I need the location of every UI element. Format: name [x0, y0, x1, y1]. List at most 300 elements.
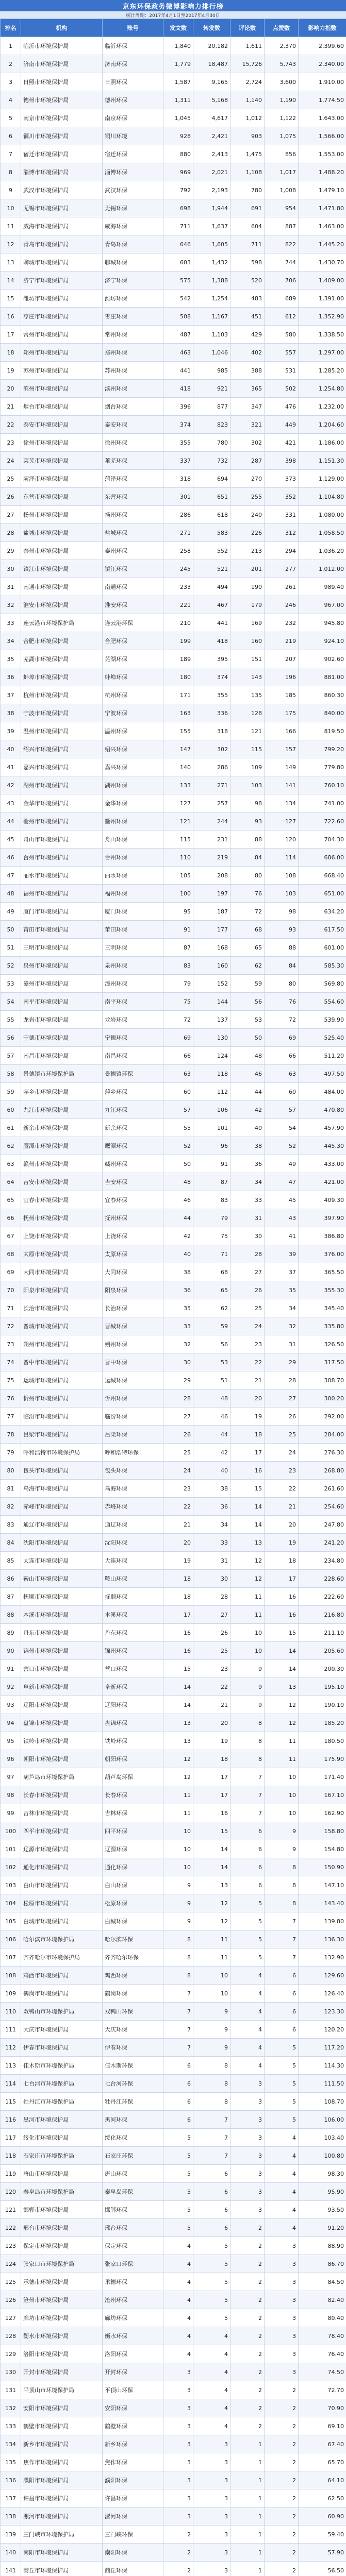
table-row[interactable]: [1, 2075, 346, 2093]
table-row[interactable]: [1, 1371, 346, 1389]
likes-cell: 4: [265, 2129, 299, 2147]
table-row[interactable]: [1, 1967, 346, 1985]
table-row[interactable]: [1, 2201, 346, 2219]
rank-cell: 12: [1, 235, 21, 253]
table-row[interactable]: [1, 2291, 346, 2309]
table-row[interactable]: [1, 1498, 346, 1516]
agency-cell: 烟台市环境保护局: [21, 398, 103, 416]
account-cell: 丽水环保: [103, 867, 163, 885]
influence-cell: 175.90: [299, 1750, 346, 1768]
reposts-cell: 40: [193, 1462, 230, 1480]
table-row[interactable]: [1, 1281, 346, 1299]
table-row[interactable]: [1, 1606, 346, 1624]
reposts-cell: 780: [193, 434, 230, 452]
comments-cell: 30: [230, 1227, 265, 1245]
table-row[interactable]: [1, 326, 346, 344]
table-row[interactable]: [1, 37, 346, 55]
table-row[interactable]: [1, 2003, 346, 2021]
table-row[interactable]: [1, 2471, 346, 2489]
reposts-cell: 44: [193, 1426, 230, 1444]
table-row[interactable]: [1, 1804, 346, 1822]
account-cell: 赣州环保: [103, 1155, 163, 1173]
table-row[interactable]: [1, 434, 346, 452]
table-row[interactable]: [1, 344, 346, 362]
table-row[interactable]: [1, 398, 346, 416]
rank-cell: 33: [1, 614, 21, 632]
table-row[interactable]: [1, 686, 346, 704]
table-row[interactable]: [1, 470, 346, 488]
rank-cell: 104: [1, 1894, 21, 1912]
comments-cell: 5: [230, 1894, 265, 1912]
table-row[interactable]: [1, 2165, 346, 2183]
rank-cell: 46: [1, 849, 21, 867]
table-row[interactable]: [1, 1876, 346, 1894]
table-row[interactable]: [1, 2526, 346, 2544]
table-row[interactable]: [1, 722, 346, 740]
agency-cell: 鞍山市环境保护局: [21, 1570, 103, 1588]
reposts-cell: 1,167: [193, 308, 230, 326]
table-row[interactable]: [1, 1155, 346, 1173]
table-row[interactable]: [1, 1624, 346, 1642]
table-row[interactable]: [1, 2327, 346, 2345]
influence-cell: 70.90: [299, 2399, 346, 2417]
likes-cell: 352: [265, 488, 299, 506]
table-row[interactable]: [1, 1930, 346, 1948]
table-row[interactable]: [1, 578, 346, 596]
posts-cell: 24: [163, 1462, 193, 1480]
posts-cell: 374: [163, 416, 193, 434]
rank-cell: 74: [1, 1353, 21, 1371]
table-row[interactable]: [1, 632, 346, 650]
table-row[interactable]: [1, 452, 346, 470]
likes-cell: 17: [265, 1570, 299, 1588]
table-row[interactable]: [1, 993, 346, 1011]
agency-cell: 营口市环境保护局: [21, 1660, 103, 1678]
table-row[interactable]: [1, 975, 346, 993]
comments-cell: 46: [230, 1065, 265, 1083]
table-row[interactable]: [1, 1263, 346, 1281]
reposts-cell: 18: [193, 1750, 230, 1768]
table-row[interactable]: [1, 2057, 346, 2075]
rank-cell: 54: [1, 993, 21, 1011]
table-row[interactable]: [1, 614, 346, 632]
table-row[interactable]: [1, 2363, 346, 2381]
table-row[interactable]: [1, 2129, 346, 2147]
likes-cell: 11: [265, 1732, 299, 1750]
reposts-cell: 694: [193, 470, 230, 488]
posts-cell: 5: [163, 2165, 193, 2183]
table-row[interactable]: [1, 488, 346, 506]
table-row[interactable]: [1, 1948, 346, 1967]
agency-cell: 吉林市环境保护局: [21, 1804, 103, 1822]
table-row[interactable]: [1, 1480, 346, 1498]
table-row[interactable]: [1, 2219, 346, 2237]
account-cell: 通辽环保: [103, 1516, 163, 1534]
table-row[interactable]: [1, 1047, 346, 1065]
comments-cell: 109: [230, 758, 265, 776]
reposts-cell: 4: [193, 2381, 230, 2399]
table-row[interactable]: [1, 1426, 346, 1444]
reposts-cell: 112: [193, 1083, 230, 1101]
table-row[interactable]: [1, 2562, 346, 2576]
table-row[interactable]: [1, 1642, 346, 1660]
posts-cell: 4: [163, 2345, 193, 2363]
table-row[interactable]: [1, 308, 346, 326]
table-row[interactable]: [1, 1588, 346, 1606]
likes-cell: 449: [265, 416, 299, 434]
posts-cell: 23: [163, 1480, 193, 1498]
table-row[interactable]: [1, 831, 346, 849]
column-header-comments[interactable]: 评论数: [230, 19, 265, 37]
table-row[interactable]: [1, 2111, 346, 2129]
table-row[interactable]: [1, 2507, 346, 2526]
table-row[interactable]: [1, 2255, 346, 2273]
reposts-cell: 16: [193, 1804, 230, 1822]
comments-cell: 1,611: [230, 37, 265, 55]
column-header-rank[interactable]: 排名: [1, 19, 21, 37]
table-row[interactable]: [1, 2021, 346, 2039]
table-row[interactable]: [1, 1065, 346, 1083]
table-row[interactable]: [1, 163, 346, 181]
agency-cell: 吉安市环境保护局: [21, 1173, 103, 1191]
comments-cell: 6: [230, 1840, 265, 1858]
account-cell: 廊坊环保: [103, 2309, 163, 2327]
posts-cell: 105: [163, 867, 193, 885]
rank-cell: 113: [1, 2057, 21, 2075]
influence-cell: 95.90: [299, 2183, 346, 2201]
influence-cell: 335.80: [299, 1317, 346, 1335]
table-row[interactable]: [1, 1408, 346, 1426]
comments-cell: 88: [230, 831, 265, 849]
table-row[interactable]: [1, 1714, 346, 1732]
table-row[interactable]: [1, 650, 346, 668]
reposts-cell: 65: [193, 1281, 230, 1299]
table-row[interactable]: [1, 1750, 346, 1768]
reposts-cell: 36: [193, 1498, 230, 1516]
column-header-reposts[interactable]: 转发数: [193, 19, 230, 37]
account-cell: 濮阳环保: [103, 2471, 163, 2489]
likes-cell: 7: [265, 1912, 299, 1930]
rank-cell: 85: [1, 1552, 21, 1570]
table-row[interactable]: [1, 1858, 346, 1876]
rank-cell: 128: [1, 2327, 21, 2345]
comments-cell: 36: [230, 1155, 265, 1173]
table-row[interactable]: [1, 145, 346, 163]
influence-cell: 67.40: [299, 2435, 346, 2453]
comments-cell: 7: [230, 1804, 265, 1822]
likes-cell: 207: [265, 650, 299, 668]
agency-cell: 莱芜市环境保护局: [21, 452, 103, 470]
table-row[interactable]: [1, 596, 346, 614]
posts-cell: 91: [163, 921, 193, 939]
table-row[interactable]: [1, 1840, 346, 1858]
table-row[interactable]: [1, 2544, 346, 2562]
table-row[interactable]: [1, 1822, 346, 1840]
table-row[interactable]: [1, 704, 346, 722]
influence-cell: 1,204.60: [299, 416, 346, 434]
table-row[interactable]: [1, 73, 346, 91]
table-row[interactable]: [1, 849, 346, 867]
rank-cell: 80: [1, 1462, 21, 1480]
posts-cell: 441: [163, 362, 193, 380]
likes-cell: 41: [265, 1227, 299, 1245]
posts-cell: 33: [163, 1317, 193, 1335]
influence-cell: 308.70: [299, 1371, 346, 1389]
table-row[interactable]: [1, 1570, 346, 1588]
table-row[interactable]: [1, 1678, 346, 1696]
table-row[interactable]: [1, 1768, 346, 1786]
influence-cell: 668.40: [299, 867, 346, 885]
table-row[interactable]: [1, 542, 346, 560]
agency-cell: 衡水市环境保护局: [21, 2327, 103, 2345]
table-row[interactable]: [1, 181, 346, 199]
agency-cell: 包头市环境保护局: [21, 1462, 103, 1480]
table-row[interactable]: [1, 1786, 346, 1804]
rank-cell: 116: [1, 2111, 21, 2129]
table-row[interactable]: [1, 758, 346, 776]
posts-cell: 110: [163, 849, 193, 867]
reposts-cell: 2,021: [193, 163, 230, 181]
table-row[interactable]: [1, 1660, 346, 1678]
agency-cell: 青岛市环境保护局: [21, 235, 103, 253]
account-cell: 锦州环保: [103, 1642, 163, 1660]
likes-cell: 103: [265, 885, 299, 903]
column-header-account[interactable]: 账号: [103, 19, 163, 37]
table-row[interactable]: [1, 506, 346, 524]
comments-cell: 4: [230, 2039, 265, 2057]
table-row[interactable]: [1, 416, 346, 434]
influence-cell: 76.40: [299, 2345, 346, 2363]
table-row[interactable]: [1, 1101, 346, 1119]
table-row[interactable]: [1, 1732, 346, 1750]
table-row[interactable]: [1, 1083, 346, 1101]
rank-cell: 129: [1, 2345, 21, 2363]
column-header-agency[interactable]: 机构: [21, 19, 103, 37]
reposts-cell: 53: [193, 1353, 230, 1371]
account-cell: 邯郸环保: [103, 2201, 163, 2219]
agency-cell: 常州市环境保护局: [21, 326, 103, 344]
table-row[interactable]: [1, 668, 346, 686]
reposts-cell: 5: [193, 2255, 230, 2273]
agency-cell: 忻州市环境保护局: [21, 1389, 103, 1408]
table-row[interactable]: [1, 939, 346, 957]
table-row[interactable]: [1, 2147, 346, 2165]
table-row[interactable]: [1, 199, 346, 217]
table-row[interactable]: [1, 217, 346, 235]
column-header-influence[interactable]: 影响力指数: [299, 19, 346, 37]
account-cell: 赤峰环保: [103, 1498, 163, 1516]
reposts-cell: 168: [193, 939, 230, 957]
agency-cell: 本溪市环境保护局: [21, 1606, 103, 1624]
table-row[interactable]: [1, 1516, 346, 1534]
influence-cell: 106.00: [299, 2111, 346, 2129]
table-row[interactable]: [1, 560, 346, 578]
likes-cell: 13: [265, 1678, 299, 1696]
reposts-cell: 2,193: [193, 181, 230, 199]
table-row[interactable]: [1, 2039, 346, 2057]
table-row[interactable]: [1, 1317, 346, 1335]
influence-cell: 1,553.00: [299, 145, 346, 163]
comments-cell: 2: [230, 2309, 265, 2327]
comments-cell: 388: [230, 362, 265, 380]
table-row[interactable]: [1, 812, 346, 831]
table-row[interactable]: [1, 2093, 346, 2111]
comments-cell: 11: [230, 1588, 265, 1606]
comments-cell: 6: [230, 1822, 265, 1840]
table-row[interactable]: [1, 1353, 346, 1371]
rank-cell: 10: [1, 199, 21, 217]
likes-cell: 2,370: [265, 37, 299, 55]
table-row[interactable]: [1, 253, 346, 272]
table-row[interactable]: [1, 740, 346, 758]
table-row[interactable]: [1, 1552, 346, 1570]
comments-cell: 1: [230, 2489, 265, 2507]
comments-cell: 451: [230, 308, 265, 326]
table-row[interactable]: [1, 2489, 346, 2507]
reposts-cell: 124: [193, 1047, 230, 1065]
table-row[interactable]: [1, 1462, 346, 1480]
table-row[interactable]: [1, 1389, 346, 1408]
posts-cell: 189: [163, 650, 193, 668]
table-row[interactable]: [1, 2399, 346, 2417]
account-cell: 德州环保: [103, 91, 163, 109]
reposts-cell: 2,413: [193, 145, 230, 163]
posts-cell: 32: [163, 1335, 193, 1353]
likes-cell: 2: [265, 2435, 299, 2453]
influence-cell: 91.20: [299, 2219, 346, 2237]
rank-cell: 121: [1, 2201, 21, 2219]
table-row[interactable]: [1, 1894, 346, 1912]
likes-cell: 421: [265, 434, 299, 452]
table-row[interactable]: [1, 109, 346, 127]
likes-cell: 331: [265, 506, 299, 524]
likes-cell: 5: [265, 2075, 299, 2093]
likes-cell: 277: [265, 560, 299, 578]
posts-cell: 3: [163, 2435, 193, 2453]
rank-cell: 86: [1, 1570, 21, 1588]
table-row[interactable]: [1, 2309, 346, 2327]
rank-cell: 72: [1, 1317, 21, 1335]
comments-cell: 2: [230, 2255, 265, 2273]
account-cell: 杭州环保: [103, 686, 163, 704]
reposts-cell: 467: [193, 596, 230, 614]
rank-cell: 108: [1, 1967, 21, 1985]
reposts-cell: 8: [193, 2075, 230, 2093]
agency-cell: 新余市环境保护局: [21, 1119, 103, 1137]
influence-cell: 881.00: [299, 668, 346, 686]
posts-cell: 3: [163, 2471, 193, 2489]
reposts-cell: 38: [193, 1480, 230, 1498]
table-row[interactable]: [1, 1335, 346, 1353]
table-row[interactable]: [1, 1191, 346, 1209]
table-row[interactable]: [1, 1444, 346, 1462]
table-row[interactable]: [1, 2183, 346, 2201]
table-row[interactable]: [1, 1912, 346, 1930]
table-row[interactable]: [1, 903, 346, 921]
likes-cell: 141: [265, 776, 299, 794]
account-cell: 阳泉环保: [103, 1281, 163, 1299]
table-row[interactable]: [1, 362, 346, 380]
table-row[interactable]: [1, 1029, 346, 1047]
account-cell: 南通环保: [103, 578, 163, 596]
table-row[interactable]: [1, 91, 346, 109]
reposts-cell: 6: [193, 2183, 230, 2201]
table-row[interactable]: [1, 2273, 346, 2291]
table-row[interactable]: [1, 794, 346, 812]
posts-cell: 1,311: [163, 91, 193, 109]
column-header-likes[interactable]: 点赞数: [265, 19, 299, 37]
posts-cell: 147: [163, 740, 193, 758]
table-header-row: [1, 19, 346, 37]
comments-cell: 15,726: [230, 55, 265, 73]
table-row[interactable]: [1, 127, 346, 145]
table-row[interactable]: [1, 272, 346, 290]
account-cell: 抚顺环保: [103, 1588, 163, 1606]
likes-cell: 127: [265, 812, 299, 831]
table-row[interactable]: [1, 867, 346, 885]
account-cell: 衢州环保: [103, 812, 163, 831]
comments-cell: 1: [230, 2562, 265, 2576]
rank-cell: 89: [1, 1624, 21, 1642]
table-row[interactable]: [1, 1209, 346, 1227]
reposts-cell: 101: [193, 1119, 230, 1137]
likes-cell: 887: [265, 217, 299, 235]
comments-cell: 365: [230, 380, 265, 398]
table-row[interactable]: [1, 1119, 346, 1137]
account-cell: 承德环保: [103, 2273, 163, 2291]
agency-cell: 莆田市环境保护局: [21, 921, 103, 939]
agency-cell: 洛阳市环境保护局: [21, 2345, 103, 2363]
table-row[interactable]: [1, 2453, 346, 2471]
table-row[interactable]: [1, 2345, 346, 2363]
influence-cell: 1,445.20: [299, 235, 346, 253]
table-row[interactable]: [1, 1227, 346, 1245]
table-row[interactable]: [1, 235, 346, 253]
table-row[interactable]: [1, 2435, 346, 2453]
table-row[interactable]: [1, 1299, 346, 1317]
table-row[interactable]: [1, 1011, 346, 1029]
table-row[interactable]: [1, 2417, 346, 2435]
posts-cell: 199: [163, 632, 193, 650]
table-row[interactable]: [1, 1173, 346, 1191]
table-row[interactable]: [1, 1245, 346, 1263]
table-row[interactable]: [1, 1137, 346, 1155]
table-row[interactable]: [1, 921, 346, 939]
agency-cell: 滨州市环境保护局: [21, 380, 103, 398]
table-row[interactable]: [1, 1696, 346, 1714]
column-header-posts[interactable]: 发文数: [163, 19, 193, 37]
rank-cell: 122: [1, 2219, 21, 2237]
agency-cell: 盘锦市环境保护局: [21, 1714, 103, 1732]
table-row[interactable]: [1, 2381, 346, 2399]
table-row[interactable]: [1, 2237, 346, 2255]
table-row[interactable]: [1, 290, 346, 308]
agency-cell: 南阳市环境保护局: [21, 2544, 103, 2562]
table-row[interactable]: [1, 776, 346, 794]
table-row[interactable]: [1, 380, 346, 398]
table-row[interactable]: [1, 885, 346, 903]
table-row[interactable]: [1, 1534, 346, 1552]
table-row[interactable]: [1, 957, 346, 975]
table-row[interactable]: [1, 524, 346, 542]
account-cell: 太原环保: [103, 1245, 163, 1263]
account-cell: 常州环保: [103, 326, 163, 344]
comments-cell: 287: [230, 452, 265, 470]
reposts-cell: 30: [193, 1570, 230, 1588]
rank-cell: 88: [1, 1606, 21, 1624]
table-row[interactable]: [1, 1985, 346, 2003]
table-row[interactable]: [1, 55, 346, 73]
